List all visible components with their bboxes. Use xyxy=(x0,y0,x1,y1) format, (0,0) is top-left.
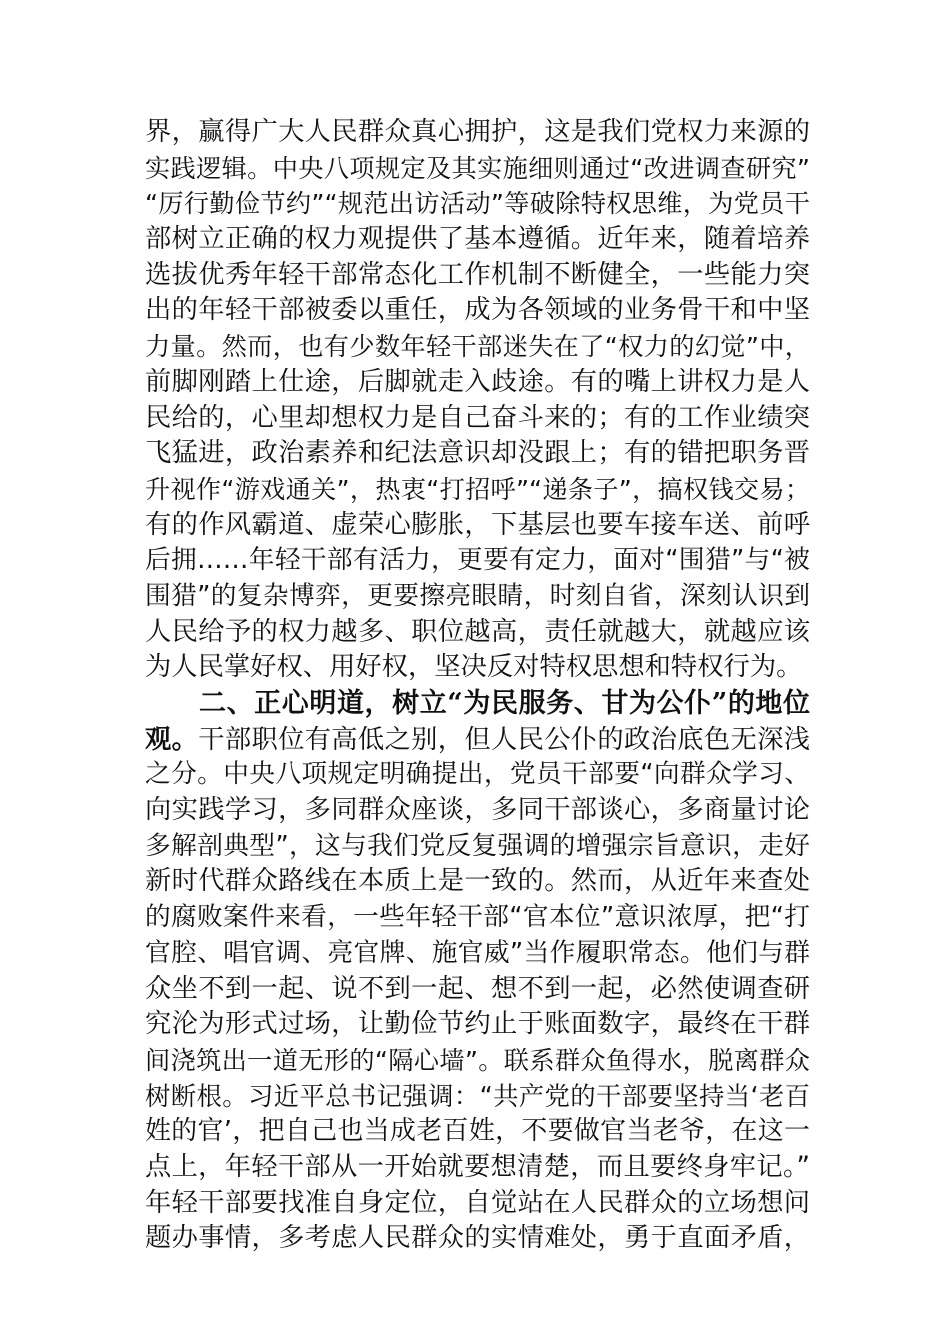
text-line: 前脚刚踏上仕途，后脚就走入歧途。有的嘴上讲权力是人 xyxy=(145,366,810,397)
text-line: 树断根。习近平总书记强调：“共产党的干部要坚持当‘老百 xyxy=(145,1080,810,1111)
text-line xyxy=(145,722,810,758)
text-line: 后拥……年轻干部有活力，更要有定力，面对“围猎”与“被 xyxy=(145,545,810,576)
text-line: “厉行勤俭节约”“规范出访活动”等破除特权思维，为党员干 xyxy=(145,189,810,219)
text-line: 向实践学习，多同群众座谈，多同干部谈心，多商量讨论 xyxy=(145,795,810,826)
text-line: 年轻干部要找准自身定位，自觉站在人民群众的立场想问 xyxy=(145,1187,810,1218)
text-line: 出的年轻干部被委以重任，成为各领域的业务骨干和中坚 xyxy=(145,295,810,326)
text-line: 官腔、唱官调、亮官牌、施官威”当作履职常态。他们与群 xyxy=(145,937,810,968)
text-line: 围猎”的复杂博弈，更要擦亮眼睛，时刻自省，深刻认识到 xyxy=(145,580,810,611)
section-heading: 二、正心明道，树立“为民服务、甘为公仆”的地位 xyxy=(199,688,810,719)
text-line: 有的作风霸道、虚荣心膨胀，下基层也要车接车送、前呼 xyxy=(145,509,810,540)
text-line: 新时代群众路线在本质上是一致的。然而，从近年来查处 xyxy=(145,866,810,897)
text-line: 之分。中央八项规定明确提出，党员干部要“向群众学习、 xyxy=(145,759,810,790)
text-line: 点上，年轻干部从一开始就要想清楚，而且要终身牢记。” xyxy=(145,1151,810,1182)
text-line: 间浇筑出一道无形的“隔心墙”。联系群众鱼得水，脱离群众 xyxy=(145,1045,810,1075)
text-line: 界，赢得广大人民群众真心拥护，这是我们党权力来源的 xyxy=(145,117,810,147)
text-line: 众坐不到一起、说不到一起、想不到一起，必然使调查研 xyxy=(145,973,810,1004)
text-line: 实践逻辑。中央八项规定及其实施细则通过“改进调查研究” xyxy=(145,153,810,183)
text-line: 姓的官’，把自己也当成老百姓，不要做官当老爷，在这一 xyxy=(145,1116,810,1147)
text-line: 的腐败案件来看，一些年轻干部“官本位”意识浓厚，把“打 xyxy=(145,902,810,933)
text-line: 究沦为形式过场，让勤俭节约止于账面数字，最终在干群 xyxy=(145,1009,810,1040)
paragraph-first-text: 干部职位有高低之别，但人民公仆的政治底色无深浅 xyxy=(198,724,811,755)
section-heading-line xyxy=(145,686,810,722)
body-text xyxy=(145,115,810,1257)
text-line: 力量。然而，也有少数年轻干部迷失在了“权力的幻觉”中， xyxy=(145,332,810,362)
text-line: 升视作“游戏通关”，热衷“打招呼”“递条子”，搞权钱交易； xyxy=(145,474,810,504)
text-line: 民给的，心里却想权力是自己奋斗来的；有的工作业绩突 xyxy=(145,402,810,433)
text-line: 飞猛进，政治素养和纪法意识却没跟上；有的错把职务晋 xyxy=(145,438,810,469)
text-line: 选拔优秀年轻干部常态化工作机制不断健全，一些能力突 xyxy=(145,259,810,290)
text-line: 人民给予的权力越多、职位越高，责任就越大，就越应该 xyxy=(145,616,810,647)
text-line: 为人民掌好权、用好权，坚决反对特权思想和特权行为。 xyxy=(145,652,803,683)
text-line: 题办事情，多考虑人民群众的实情难处，勇于直面矛盾， xyxy=(145,1223,810,1254)
text-line: 部树立正确的权力观提供了基本遵循。近年来，随着培养 xyxy=(145,224,810,255)
text-line: 多解剖典型”，这与我们党反复强调的增强宗旨意识，走好 xyxy=(145,830,810,861)
section-heading-continued: 观。 xyxy=(145,723,199,755)
